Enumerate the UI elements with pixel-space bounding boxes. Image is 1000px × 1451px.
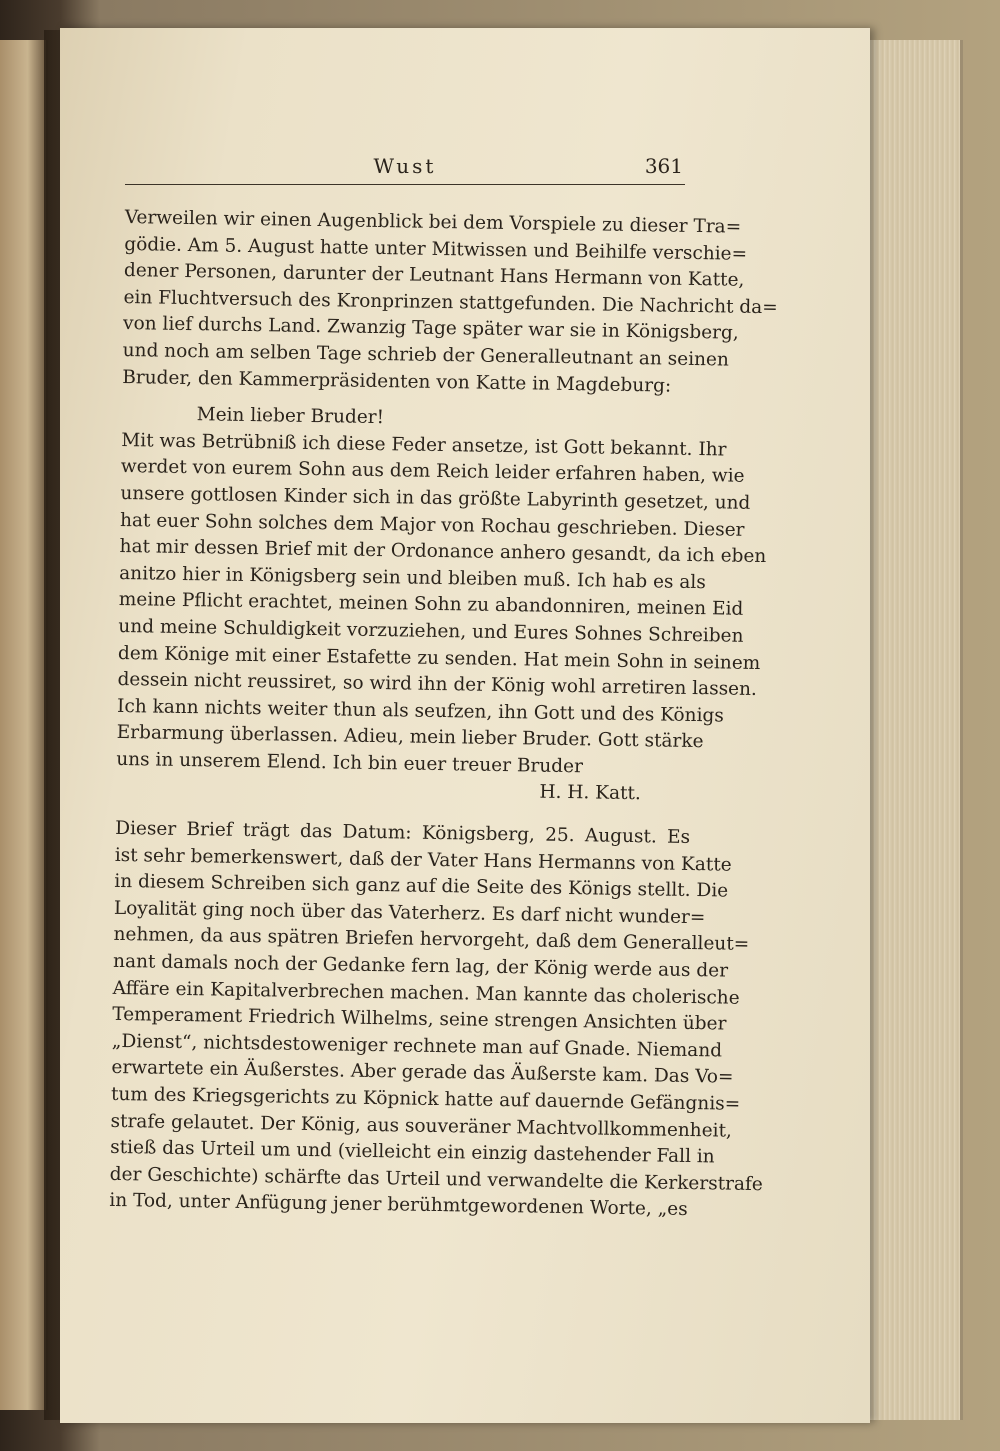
letter-salutation: Mein lieber Bruder! [196, 404, 385, 429]
facing-page-edge [0, 40, 48, 1410]
letter-line: unsere gottlosen Kinder sich in das größte Labyrinth gesetzet, und [120, 482, 751, 514]
text-line: und noch am selben Tage schrieb der Generalleutnant an seinen [122, 339, 730, 371]
body-text [109, 205, 778, 1224]
text-line: der Geschichte) schärfte das Urteil und verwandelte die Kerkerstrafe [109, 1163, 763, 1195]
text-line: nant damals noch der Gedanke fern lag, der König werde aus der [112, 950, 729, 982]
letter-line: werdet von eurem Sohn aus dem Reich leider erfahren haben, wie [120, 456, 745, 488]
text-line: von lief durchs Land. Zwanzig Tage später war sie in Königsberg, [122, 313, 739, 345]
letter-line: Mit was Betrübniß ich diese Feder ansetze, ist Gott bekannt. Ihr [121, 429, 727, 461]
letter-line: anitzo hier in Königsberg sein und bleiben muß. Ich hab es als [119, 562, 706, 593]
letter-line: und meine Schuldigkeit vorzuziehen, und Eures Sohnes Schreiben [118, 615, 744, 647]
text-line: ein Fluchtversuch des Kronprinzen stattgefunden. Die Nachricht da= [123, 286, 778, 319]
page-number: 361 [644, 154, 683, 178]
text-line: Dieser Brief trägt das Datum: Königsberg, 25. August. Es [115, 817, 691, 849]
text-line: in Tod, unter Anfügung jener berühmtgewordenen Worte, „es [109, 1190, 688, 1221]
text-line: Temperament Friedrich Wilhelms, seine strengen Ansichten über [112, 1004, 727, 1035]
paragraph-intro [122, 205, 778, 400]
letter-line: hat mir dessen Brief mit der Ordonance anhero gesandt, da ich eben [119, 536, 767, 568]
text-line: Bruder, den Kammerpräsidenten von Katte in Magdeburg: [122, 366, 672, 397]
text-line: gödie. Am 5. August hatte unter Mitwissen und Beihilfe verschie= [124, 233, 748, 265]
letter-line: meine Pflicht erachtet, meinen Sohn zu abandonniren, meinen Eid [118, 589, 744, 621]
text-line: tum des Kriegsgerichts zu Köpnick hatte auf dauernde Gefängnis= [110, 1083, 741, 1115]
text-line: ist sehr bemerkenswert, daß der Vater Hans Hermanns von Katte [114, 844, 732, 876]
letter-signature: H. H. Katt. [539, 782, 641, 805]
text-line: Loyalität ging noch über das Vaterherz. Es darf nicht wunder= [113, 897, 706, 929]
text-line: „Dienst“, nichtsdestoweniger rechnete man auf Gnade. Niemand [111, 1030, 723, 1062]
text-line: strafe gelautet. Der König, aus souveräner Machtvollkommenheit, [110, 1110, 733, 1142]
text-line: Affäre ein Kapitalverbrechen machen. Man kannte das cholerische [112, 977, 740, 1009]
letter-line: dem Könige mit einer Estafette zu senden. Hat mein Sohn in seinem [117, 642, 761, 674]
text-line: erwartete ein Äußerstes. Aber gerade das Äußerste kam. Das Vo= [111, 1057, 734, 1089]
letter-line: dessein nicht reussiret, so wird ihn der König wohl arretiren lassen. [117, 669, 758, 701]
letter-line: hat euer Sohn solches dem Major von Rochau geschrieben. Dieser [119, 509, 745, 541]
running-head: Wust [373, 154, 437, 178]
page-header [125, 150, 685, 185]
text-line: nehmen, da aus spätren Briefen hervorgeht, daß dem Generalleut= [113, 924, 750, 956]
text-line: in diesem Schreiben sich ganz auf die Seite des Königs stellt. Die [114, 871, 729, 902]
quoted-letter [116, 401, 767, 809]
letter-line: Erbarmung überlassen. Adieu, mein lieber Bruder. Gott stärke [116, 722, 704, 753]
letter-line: Ich kann nichts weiter thun als seufzen, ihn Gott und des Königs [116, 695, 724, 727]
paragraph-commentary [109, 816, 763, 1224]
text-line: dener Personen, darunter der Leutnant Hans Hermann von Katte, [123, 260, 745, 291]
text-line: Verweilen wir einen Augenblick bei dem Vorspiele zu dieser Tra= [124, 206, 742, 238]
text-line: stieß das Urteil um und (vielleicht ein einzig dastehender Fall in [110, 1137, 715, 1168]
letter-line: uns in unserem Elend. Ich bin euer treuer Bruder [116, 748, 584, 778]
